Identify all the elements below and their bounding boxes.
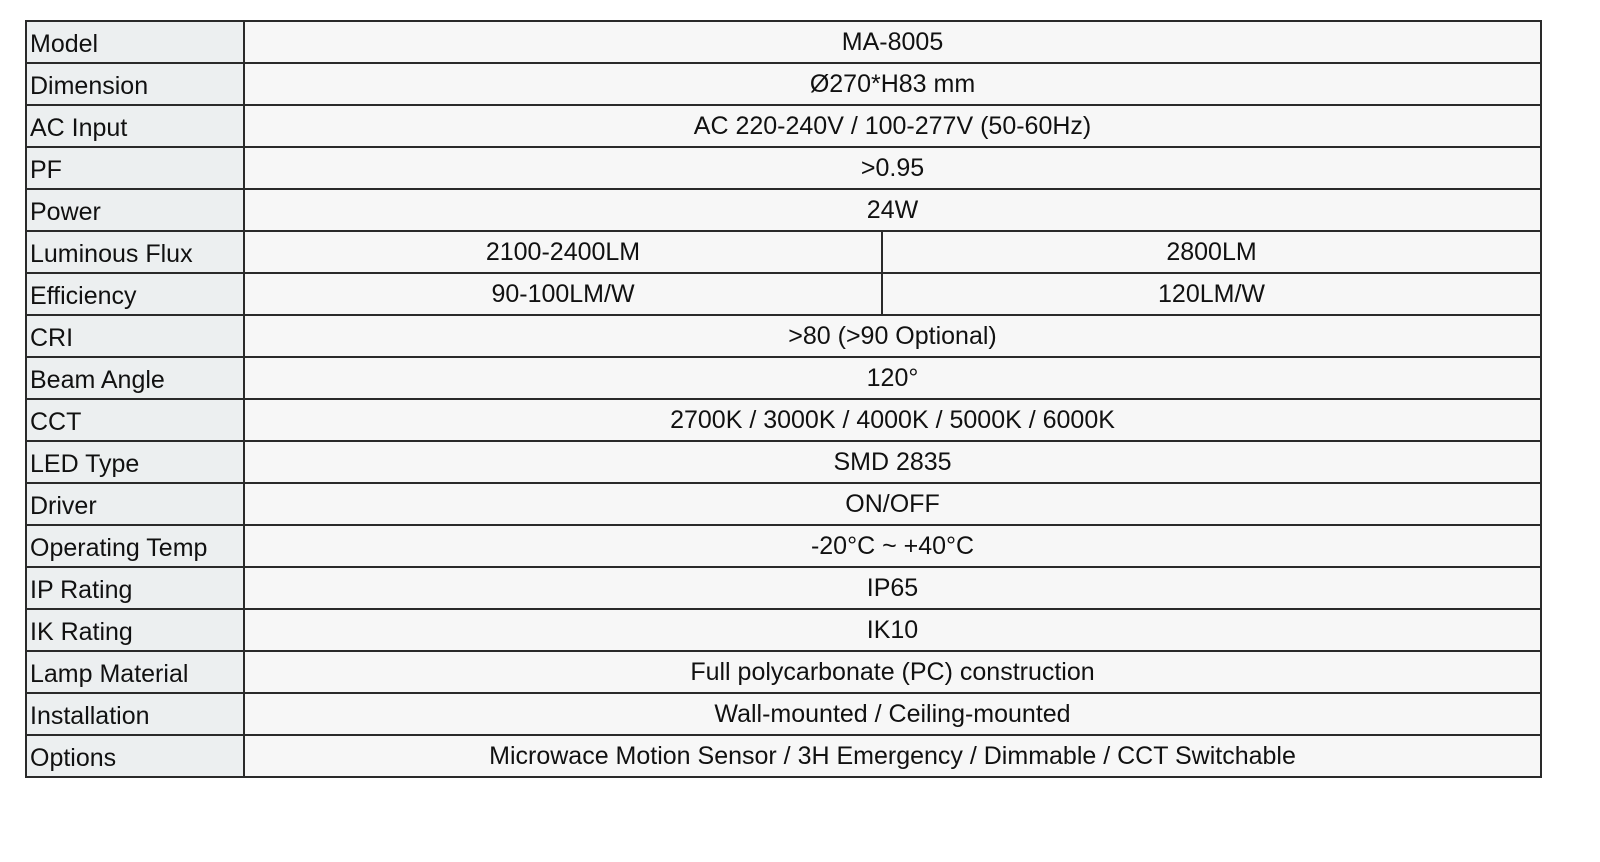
row-label: AC Input <box>26 105 244 147</box>
spec-row-cct <box>26 399 1541 441</box>
row-label: LED Type <box>26 441 244 483</box>
row-label: Luminous Flux <box>26 231 244 273</box>
row-value: SMD 2835 <box>244 441 1541 483</box>
row-value: IP65 <box>244 567 1541 609</box>
row-label: Beam Angle <box>26 357 244 399</box>
spec-row-led-type <box>26 441 1541 483</box>
row-value-variant-1: 2100-2400LM <box>244 231 882 273</box>
row-label: Operating Temp <box>26 525 244 567</box>
row-label: Installation <box>26 693 244 735</box>
row-label: Driver <box>26 483 244 525</box>
spec-row-luminous-flux <box>26 231 1541 273</box>
row-value: Wall-mounted / Ceiling-mounted <box>244 693 1541 735</box>
row-value: Full polycarbonate (PC) construction <box>244 651 1541 693</box>
row-value: Ø270*H83 mm <box>244 63 1541 105</box>
row-label: CRI <box>26 315 244 357</box>
spec-row-cri <box>26 315 1541 357</box>
spec-table <box>25 20 1542 778</box>
row-label: Lamp Material <box>26 651 244 693</box>
row-value-variant-2: 120LM/W <box>882 273 1541 315</box>
row-value: 120° <box>244 357 1541 399</box>
spec-row-dimension <box>26 63 1541 105</box>
spec-row-efficiency <box>26 273 1541 315</box>
row-value: ON/OFF <box>244 483 1541 525</box>
row-label: IK Rating <box>26 609 244 651</box>
spec-row-installation <box>26 693 1541 735</box>
row-label: CCT <box>26 399 244 441</box>
row-label: Power <box>26 189 244 231</box>
spec-row-ik-rating <box>26 609 1541 651</box>
row-label: Efficiency <box>26 273 244 315</box>
row-value-variant-2: 2800LM <box>882 231 1541 273</box>
spec-row-beam-angle <box>26 357 1541 399</box>
spec-row-driver <box>26 483 1541 525</box>
row-value: Microwace Motion Sensor / 3H Emergency / Dimmable / CCT Switchable <box>244 735 1541 777</box>
spec-row-pf <box>26 147 1541 189</box>
row-label: Options <box>26 735 244 777</box>
row-value: >80 (>90 Optional) <box>244 315 1541 357</box>
spec-row-power <box>26 189 1541 231</box>
row-label: Model <box>26 21 244 63</box>
row-value: IK10 <box>244 609 1541 651</box>
row-value: AC 220-240V / 100-277V (50-60Hz) <box>244 105 1541 147</box>
spec-row-model <box>26 21 1541 63</box>
spec-row-lamp-material <box>26 651 1541 693</box>
row-value: 2700K / 3000K / 4000K / 5000K / 6000K <box>244 399 1541 441</box>
row-value: 24W <box>244 189 1541 231</box>
spec-row-operating-temp <box>26 525 1541 567</box>
row-label: IP Rating <box>26 567 244 609</box>
row-value: >0.95 <box>244 147 1541 189</box>
row-value: MA-8005 <box>244 21 1541 63</box>
row-label: PF <box>26 147 244 189</box>
row-value-variant-1: 90-100LM/W <box>244 273 882 315</box>
spec-row-options <box>26 735 1541 777</box>
spec-row-ip-rating <box>26 567 1541 609</box>
spec-row-ac-input <box>26 105 1541 147</box>
row-label: Dimension <box>26 63 244 105</box>
row-value: -20°C ~ +40°C <box>244 525 1541 567</box>
